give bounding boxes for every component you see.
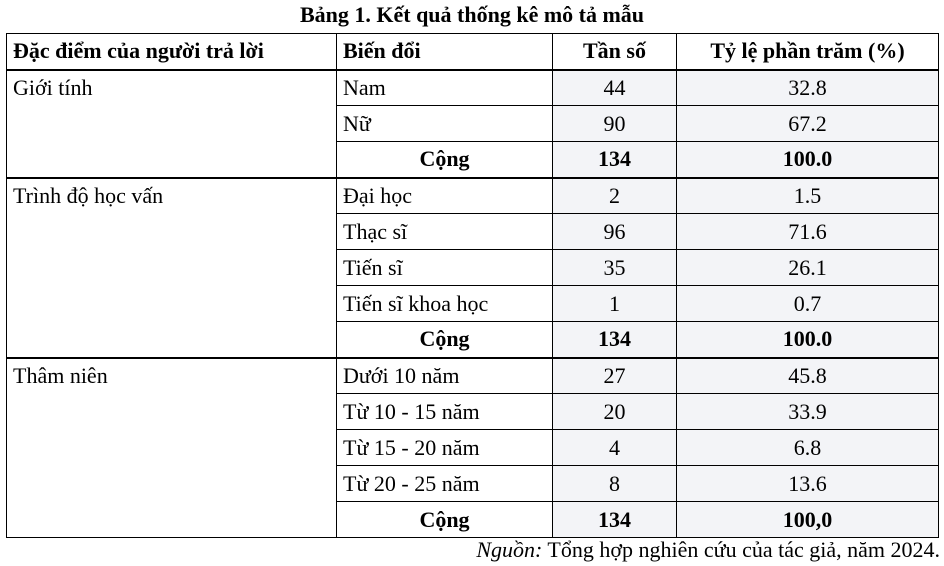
variable-cell: Tiến sĩ khoa học bbox=[337, 286, 553, 322]
descriptive-statistics-table bbox=[6, 33, 939, 538]
frequency-cell: 96 bbox=[553, 214, 677, 250]
variable-cell: Tiến sĩ bbox=[337, 250, 553, 286]
variable-cell: Đại học bbox=[337, 178, 553, 214]
percent-cell: 67.2 bbox=[677, 106, 939, 142]
header-percent: Tỷ lệ phần trăm (%) bbox=[677, 34, 939, 70]
variable-cell: Dưới 10 năm bbox=[337, 358, 553, 394]
percent-cell: 1.5 bbox=[677, 178, 939, 214]
frequency-cell: 4 bbox=[553, 430, 677, 466]
percent-cell: 33.9 bbox=[677, 394, 939, 430]
frequency-cell: 8 bbox=[553, 466, 677, 502]
variable-cell: Từ 10 - 15 năm bbox=[337, 394, 553, 430]
percent-cell: 6.8 bbox=[677, 430, 939, 466]
frequency-cell: 90 bbox=[553, 106, 677, 142]
total-frequency: 134 bbox=[553, 502, 677, 538]
frequency-cell: 1 bbox=[553, 286, 677, 322]
frequency-cell: 20 bbox=[553, 394, 677, 430]
total-label: Cộng bbox=[337, 502, 553, 538]
total-percent: 100,0 bbox=[677, 502, 939, 538]
percent-cell: 0.7 bbox=[677, 286, 939, 322]
total-label: Cộng bbox=[337, 322, 553, 358]
header-characteristic: Đặc điểm của người trả lời bbox=[7, 34, 337, 70]
variable-cell: Thạc sĩ bbox=[337, 214, 553, 250]
header-frequency: Tần số bbox=[553, 34, 677, 70]
variable-cell: Từ 15 - 20 năm bbox=[337, 430, 553, 466]
table-row bbox=[7, 70, 939, 106]
frequency-cell: 44 bbox=[553, 70, 677, 106]
percent-cell: 45.8 bbox=[677, 358, 939, 394]
source-text: Tổng hợp nghiên cứu của tác giả, năm 2024. bbox=[542, 537, 940, 562]
total-percent: 100.0 bbox=[677, 142, 939, 178]
variable-cell: Từ 20 - 25 năm bbox=[337, 466, 553, 502]
group-education: Trình độ học vấn bbox=[7, 178, 337, 358]
percent-cell: 26.1 bbox=[677, 250, 939, 286]
frequency-cell: 35 bbox=[553, 250, 677, 286]
table-row bbox=[7, 358, 939, 394]
group-gender: Giới tính bbox=[7, 70, 337, 178]
total-label: Cộng bbox=[337, 142, 553, 178]
header-row bbox=[7, 34, 939, 70]
source-note bbox=[476, 534, 940, 566]
total-percent: 100.0 bbox=[677, 322, 939, 358]
table-caption: Bảng 1. Kết quả thống kê mô tả mẫu bbox=[299, 2, 645, 27]
frequency-cell: 27 bbox=[553, 358, 677, 394]
percent-cell: 71.6 bbox=[677, 214, 939, 250]
frequency-cell: 2 bbox=[553, 178, 677, 214]
table-row bbox=[7, 178, 939, 214]
group-seniority: Thâm niên bbox=[7, 358, 337, 538]
variable-cell: Nam bbox=[337, 70, 553, 106]
total-frequency: 134 bbox=[553, 322, 677, 358]
percent-cell: 13.6 bbox=[677, 466, 939, 502]
variable-cell: Nữ bbox=[337, 106, 553, 142]
percent-cell: 32.8 bbox=[677, 70, 939, 106]
source-label: Nguồn: bbox=[476, 537, 543, 562]
total-frequency: 134 bbox=[553, 142, 677, 178]
header-variable: Biến đổi bbox=[337, 34, 553, 70]
